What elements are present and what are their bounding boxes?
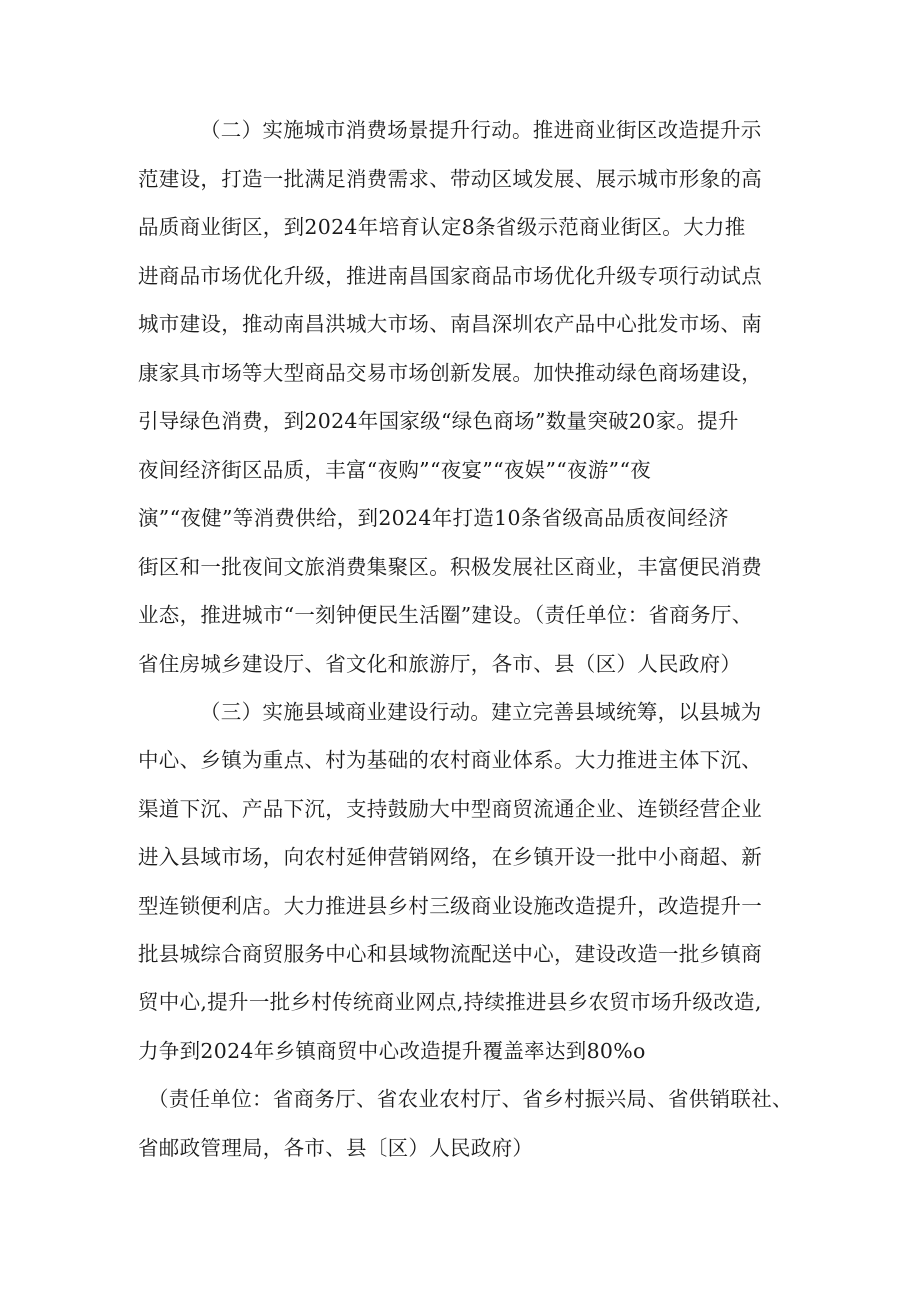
paragraph-line: 进商品市场优化升级，推进南昌国家商品市场优化升级专项行动试点 [138, 264, 762, 288]
paragraph-line: 批县城综合商贸服务中心和县域物流配送中心，建设改造一批乡镇商 [138, 942, 762, 966]
paragraph-line: 中心、乡镇为重点、村为基础的农村商业体系。大力推进主体下沉、 [138, 748, 762, 772]
paragraph-line: 省住房城乡建设厅、省文化和旅游厅，各市、县（区）人民政府） [138, 652, 742, 676]
paragraph-line: 型连锁便利店。大力推进县乡村三级商业设施改造提升，改造提升一 [138, 894, 762, 918]
paragraph-line: 品质商业街区，到2024年培育认定8条省级示范商业街区。大力推 [138, 215, 746, 239]
paragraph-line: 业态，推进城市“一刻钟便民生活圈”建设。（责任单位：省商务厅、 [138, 603, 753, 627]
paragraph-line: 范建设，打造一批满足消费需求、带动区域发展、展示城市形象的高 [138, 167, 762, 191]
paragraph-line: （三）实施县域商业建设行动。建立完善县域统筹，以县城为 [200, 700, 762, 724]
paragraph-line: 渠道下沉、产品下沉，支持鼓励大中型商贸流通企业、连锁经营企业 [138, 797, 762, 821]
paragraph-line: 城市建设，推动南昌洪城大市场、南昌深圳农产品中心批发市场、南 [138, 312, 762, 336]
paragraph-line: （二）实施城市消费场景提升行动。推进商业街区改造提升示 [200, 118, 762, 142]
paragraph-line: （责任单位：省商务厅、省农业农村厅、省乡村振兴局、省供销联社、 [148, 1087, 793, 1111]
paragraph-line: 进入县域市场，向农村延伸营销网络，在乡镇开设一批中小商超、新 [138, 845, 762, 869]
paragraph-line: 康家具市场等大型商品交易市场创新发展。加快推动绿色商场建设， [138, 361, 762, 385]
paragraph-line: 力争到2024年乡镇商贸中心改造提升覆盖率达到80%o [138, 1039, 646, 1063]
paragraph-line: 引导绿色消费，到2024年国家级“绿色商场”数量突破20家。提升 [138, 409, 739, 433]
paragraph-line: 街区和一批夜间文旅消费集聚区。积极发展社区商业，丰富便民消费 [138, 555, 762, 579]
paragraph-line: 省邮政管理局，各市、县〔区）人民政府） [138, 1136, 534, 1160]
paragraph-line: 夜间经济街区品质，丰富“夜购”“夜宴”“夜娱”“夜游”“夜 [138, 458, 652, 482]
paragraph-line: 贸中心,提升一批乡村传统商业网点,持续推进县乡农贸市场升级改造, [138, 990, 762, 1014]
paragraph-line: 演”“夜健”等消费供给，到2024年打造10条省级高品质夜间经济 [138, 506, 729, 530]
